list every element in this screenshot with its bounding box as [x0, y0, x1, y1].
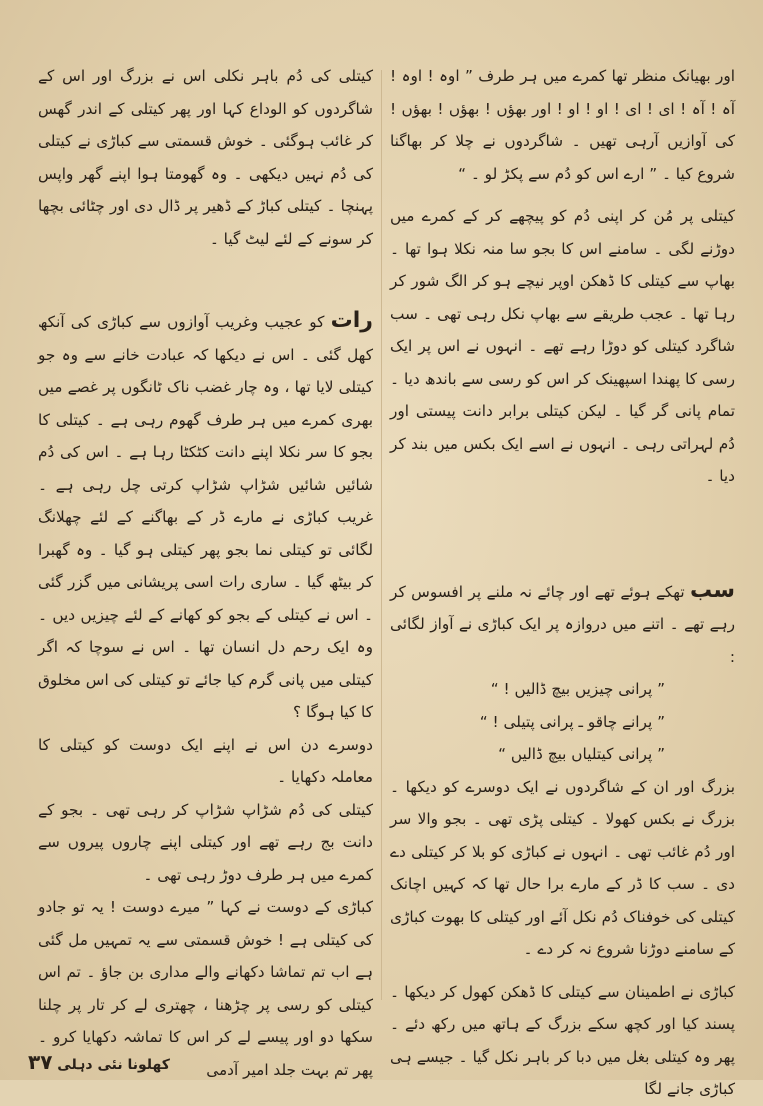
right-column: [390, 60, 735, 1098]
paragraph: اور بھیانک منظر تھا کمرے میں ہر طرف ” اوہ ! اوہ ! آہ ! آہ ! ای ! ای ! او ! او ! اور بھؤں ! بھؤں ! بھؤں ! کی آوازیں آرہی تھیں ۔ شاگردوں نے چلا کر بھاگنا شروع کیا ۔ ” ارے اس کو دُم سے پکڑ لو ۔ “: [390, 67, 735, 183]
vendor-call-line: ” پرانے چاقو ـ پرانی پتیلی ! “: [479, 712, 665, 731]
paragraph: کیتلی کی دُم شڑاپ شڑاپ کر رہی تھی ۔ بجو کے دانت بج رہے تھے اور کیتلی اپنے چاروں پیروں سے کمرے میں ہر طرف دوڑ رہی تھی ۔: [38, 800, 373, 884]
paragraph: دوسرے دن اس نے اپنے ایک دوست کو کیتلی کا معاملہ دکھایا ۔: [38, 735, 373, 786]
column-divider: [381, 70, 382, 1000]
paragraph: [38, 305, 373, 729]
paragraph: بزرگ اور ان کے شاگردوں نے ایک دوسرے کو دیکھا ۔ بزرگ نے بکس کھولا ۔ کیتلی پڑی تھی ۔ بجو والا سر اور دُم غائب تھی ۔ انہوں نے کباڑی کو بلا کر کیتلی دے دی ۔ سب کا ڈر کے مارے برا حال تھا کہ کہیں اچانک کیتلی کی خوفناک دُم نکل آئے اور کیتلی کا بھوت کباڑی کے سامنے دوڑنا شروع نہ کر دے ۔: [390, 777, 735, 958]
paragraph: کباڑی نے اطمینان سے کیتلی کا ڈھکن کھول کر دیکھا ۔ پسند کیا اور کچھ سکے بزرگ کے ہاتھ میں رکھ دئے ۔ پھر وہ کیتلی بغل میں دبا کر باہر نکل گیا ۔ جیسے ہی کباڑی جانے لگا: [390, 982, 735, 1098]
paragraph: کباڑی کے دوست نے کہا ” میرے دوست ! یہ تو جادو کی کیتلی ہے ! خوش قسمتی سے یہ تمہیں مل گئی ہے اب تم تماشا دکھانے والے مداری بن جاؤ ۔ تم اس کیتلی کو رسی پر چڑھنا ، چھتری لے کر تار پر چلنا سکھا دو اور پیسے لے کر اس کا تماشہ دکھایا کرو ۔ پھر تم بہت جلد امیر آدمی: [38, 898, 373, 1079]
paragraph-text: تھکے ہوئے تھے اور چائے نہ ملنے پر افسوس کر رہے تھے ۔ اتنے میں دروازہ پر ایک کباڑی نے آواز لگائی :: [390, 582, 735, 666]
vendor-call: [390, 673, 735, 771]
lead-word: رات: [330, 308, 373, 333]
paragraph: کیتلی پر مُن کر اپنی دُم کو پیچھے کر کے کمرے میں دوڑنے لگی ۔ سامنے اس کا بجو سا منہ نکلا ہوا تھا ۔ بھاپ سے کیتلی کا ڈھکن اوپر نیچے ہو کر الگ شور کر رہا تھا ۔ عجب طریقے سے بھاپ نکل رہی تھی ۔ سب شاگرد کیتلی کو دوڑا رہے تھے ۔ انہوں نے اس پر ایک رسی کا پھندا اسپھینک کر اس کو رسی سے باندھ دیا ۔ تمام پانی گر گیا ۔ لیکن کیتلی برابر دانت پیستی اور دُم لہراتی رہی ۔ انہوں نے اسے ایک بکس میں بند کر دیا ۔: [390, 207, 735, 485]
lead-word: سب: [690, 577, 735, 603]
paragraph: [390, 575, 735, 674]
magazine-name: کھلونا نئی دہلی: [57, 1057, 170, 1073]
paragraph: کیتلی کی دُم باہر نکلی اس نے بزرگ اور اس کے شاگردوں کو الوداع کہا اور پھر کیتلی کے اندر گھس کر غائب ہوگئی ۔ خوش قسمتی سے کباڑی نے کیتلی کی دُم نہیں دیکھی ۔ وہ گھومتا ہوا اپنے گھر واپس پہنچا ۔ کیتلی کباڑ کے ڈھیر پر ڈال دی اور چٹائی بچھا کر سونے کے لئے لیٹ گیا ۔: [38, 67, 373, 248]
paragraph-text: کو عجیب وغریب آوازوں سے کباڑی کی آنکھ کھل گئی ۔ اس نے دیکھا کہ عبادت خانے سے وہ جو کیتلی لایا تھا ، وہ چار غضب ناک ٹانگوں پر غصے میں بھری کمرے میں ہر طرف گھوم رہی ہے ۔ کیتلی کا بجو کا سر نکلا اپنے دانت کٹکٹا رہا ہے ۔ اس کی دُم شائیں شائیں شڑاپ شڑاپ کرتی چل رہی ہے ۔ غریب کباڑی نے مارے ڈر کے بھاگنے کے لئے چھلانگ لگائی تو کیتلی نما بجو پھر کیتلی ہو گیا ۔ وہ گھبرا کر بیٹھ گیا ۔ ساری رات اسی پریشانی میں گزر گئی ۔ اس نے کیتلی کے بجو کو کھانے کے لئے چیزیں دیں ۔ وہ ایک رحم دل انسان تھا ۔ اس نے سوچا کہ اگر کیتلی میں پانی گرم کیا جائے تو کیتلی کی اس مخلوق کا کیا ہوگا ؟: [38, 313, 373, 721]
page-footer: [28, 1050, 170, 1074]
vendor-call-line: ” پرانی کیتلیاں بیچ ڈالیں “: [498, 745, 665, 763]
vendor-call-line: ” پرانی چیزیں بیچ ڈالیں ! “: [490, 680, 665, 698]
page-number: ۳۷: [28, 1050, 53, 1074]
